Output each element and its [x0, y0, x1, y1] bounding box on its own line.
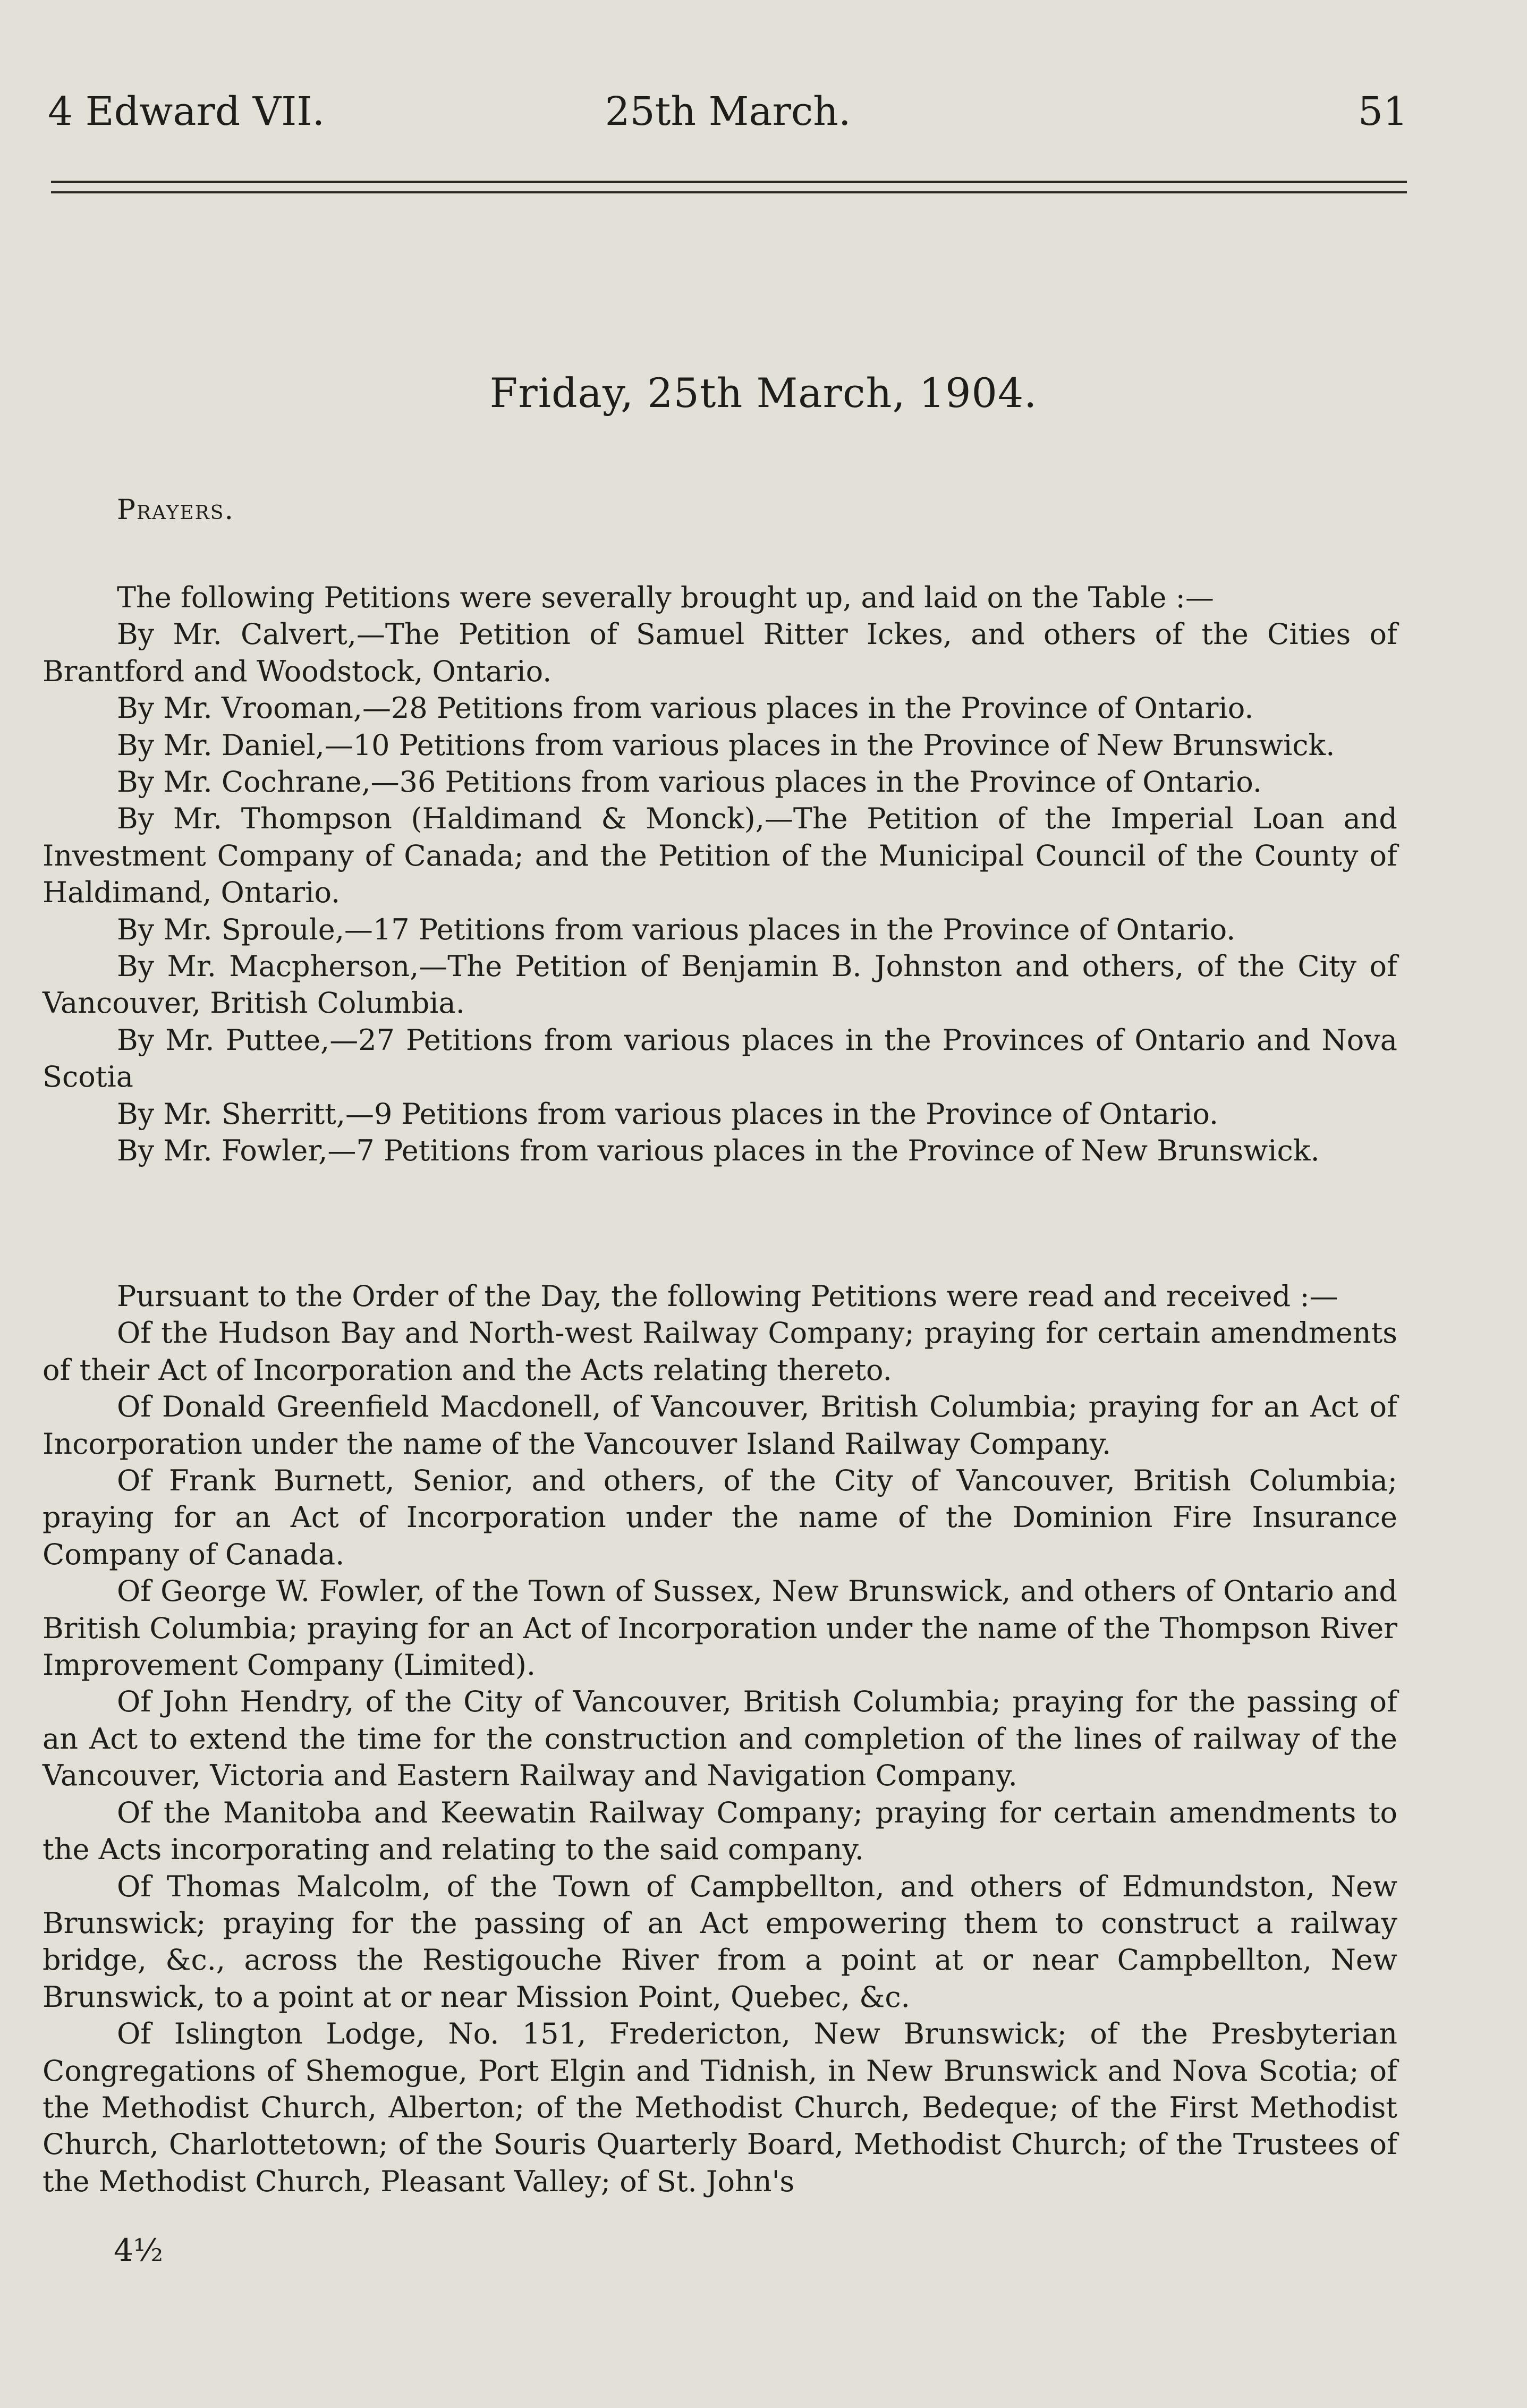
paragraph: By Mr. Cochrane,—36 Petitions from various places in the Province of Ontario.: [117, 765, 1262, 799]
paragraph: By Mr. Thompson (Haldimand & Monck),—The Petition of the Imperial Loan and Investment Company of Canada; and the Petition of the Municipal Council of the County of Haldimand, Ontario.: [43, 802, 1397, 910]
sitting-date-title: Friday, 25th March, 1904.: [489, 369, 1038, 417]
paragraph: The following Petitions were severally brought up, and laid on the Table :—: [117, 581, 1214, 614]
paragraph: Pursuant to the Order of the Day, the following Petitions were read and received :—: [117, 1279, 1338, 1313]
paragraph: Of Thomas Malcolm, of the Town of Campbellton, and others of Edmundston, New Brunswick; praying for the passing of an Act empowering them to construct a railway bridge, &c., across the Restigouche River from a point at or near Campbellton, New Brunswick, to a point at or near Mission Point, Quebec, &c.: [43, 1869, 1397, 2014]
paragraph: Of John Hendry, of the City of Vancouver, British Columbia; praying for the passing of an Act to extend the time for the construction and completion of the lines of railway of the Vancouver, Victoria and Eastern Railway and Navigation Company.: [43, 1685, 1397, 1793]
paragraph: By Mr. Sherritt,—9 Petitions from various places in the Province of Ontario.: [117, 1097, 1219, 1131]
paragraph: Of the Manitoba and Keewatin Railway Company; praying for certain amendments to the Acts incorporating and relating to the said company.: [43, 1795, 1397, 1867]
petitions-read-section: [43, 1278, 1397, 2200]
paragraph: By Mr. Vrooman,—28 Petitions from various places in the Province of Ontario.: [117, 691, 1254, 725]
signature-mark: 4½: [114, 2232, 164, 2268]
paragraph: Of Donald Greenfield Macdonell, of Vancouver, British Columbia; praying for an Act of Incorporation under the name of the Vancouver Island Railway Company.: [43, 1390, 1397, 1461]
running-header: [48, 85, 1408, 138]
paragraph: By Mr. Daniel,—10 Petitions from various places in the Province of New Brunswick.: [117, 728, 1335, 762]
paragraph: By Mr. Fowler,—7 Petitions from various places in the Province of New Brunswick.: [117, 1134, 1320, 1168]
paragraph: By Mr. Puttee,—27 Petitions from various places in the Provinces of Ontario and Nova Scotia: [43, 1023, 1397, 1094]
prayers-heading: Prayers.: [117, 494, 234, 526]
paragraph: Of the Hudson Bay and North-west Railway Company; praying for certain amendments of their Act of Incorporation and the Acts relating thereto.: [43, 1316, 1397, 1387]
petitions-brought-up-section: [43, 579, 1397, 1169]
paragraph: Of George W. Fowler, of the Town of Sussex, New Brunswick, and others of Ontario and British Columbia; praying for an Act of Incorporation under the name of the Thompson River Improvement Company (Limited).: [43, 1574, 1397, 1682]
header-regnal-year: 4 Edward VII.: [48, 89, 325, 134]
paragraph: By Mr. Calvert,—The Petition of Samuel Ritter Ickes, and others of the Cities of Brantford and Woodstock, Ontario.: [43, 617, 1397, 688]
paragraph: By Mr. Macpherson,—The Petition of Benjamin B. Johnston and others, of the City of Vancouver, British Columbia.: [43, 949, 1397, 1020]
paragraph: Of Islington Lodge, No. 151, Fredericton, New Brunswick; of the Presbyterian Congregations of Shemogue, Port Elgin and Tidnish, in New Brunswick and Nova Scotia; of the Methodist Church, Alberton; of the Methodist Church, Bedeque; of the First Methodist Church, Charlottetown; of the Souris Quarterly Board, Methodist Church; of the Trustees of the Methodist Church, Pleasant Valley; of St. John's: [43, 2017, 1397, 2198]
header-rule-top: [51, 181, 1407, 183]
header-rule-bottom: [51, 191, 1407, 193]
header-date: 25th March.: [605, 89, 851, 134]
paragraph: By Mr. Sproule,—17 Petitions from various places in the Province of Ontario.: [117, 912, 1236, 946]
paragraph: Of Frank Burnett, Senior, and others, of the City of Vancouver, British Columbia; praying for an Act of Incorporation under the name of the Dominion Fire Insurance Company of Canada.: [43, 1464, 1397, 1571]
page-number: 51: [1358, 89, 1408, 134]
